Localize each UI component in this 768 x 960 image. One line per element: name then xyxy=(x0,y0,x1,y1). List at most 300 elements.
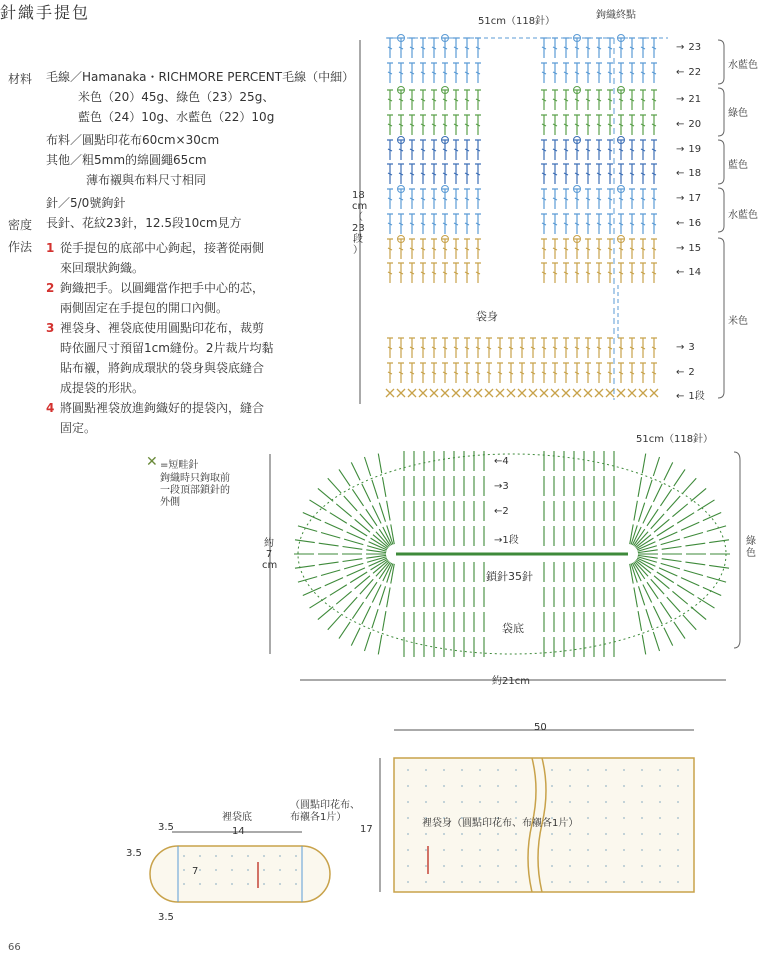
double-crochet-mark xyxy=(420,90,426,110)
fabric-dot xyxy=(641,769,643,771)
method-label: 作法 xyxy=(8,240,33,254)
fabric-dot xyxy=(425,785,427,787)
double-crochet-mark xyxy=(640,214,646,234)
bottom-height-label: 約 7 cm xyxy=(262,538,278,571)
double-crochet-mark xyxy=(585,363,591,383)
fabric-dot xyxy=(425,849,427,851)
bottom-row-1: →1段 xyxy=(494,535,519,546)
fabric-dot xyxy=(515,833,517,835)
double-crochet-mark xyxy=(464,90,470,110)
bottom-stitch-mark xyxy=(387,501,390,521)
fabric-dot xyxy=(677,769,679,771)
fabric-dot xyxy=(183,869,185,871)
double-crochet-mark xyxy=(409,214,415,234)
materials-label: 材料 xyxy=(8,72,33,86)
fabric-dot xyxy=(551,849,553,851)
lining-bottom-radius-side: 3.5 xyxy=(126,848,142,859)
double-crochet-mark xyxy=(431,239,437,259)
fabric-dot xyxy=(677,881,679,883)
bottom-stitch-mark xyxy=(634,501,637,521)
double-crochet-mark xyxy=(563,338,569,358)
fabric-dot xyxy=(443,785,445,787)
fabric-dot xyxy=(677,817,679,819)
fabric-dot xyxy=(569,785,571,787)
bottom-stitch-mark xyxy=(664,628,673,646)
double-crochet-mark xyxy=(618,363,624,383)
color-label: 水藍色 xyxy=(728,60,758,71)
materials-fabric: 布料／圓點印花布60cm×30cm xyxy=(46,133,220,147)
bottom-stitch-mark xyxy=(653,484,662,502)
fabric-dot xyxy=(605,801,607,803)
double-crochet-mark xyxy=(541,363,547,383)
double-crochet-mark xyxy=(398,338,404,358)
bottom-stitch-mark xyxy=(360,579,373,594)
short-stitch-mark xyxy=(441,389,449,397)
double-crochet-mark xyxy=(618,338,624,358)
bottom-stitch-mark xyxy=(339,622,350,639)
double-crochet-mark xyxy=(475,38,481,58)
double-crochet-mark xyxy=(387,214,393,234)
double-crochet-mark xyxy=(640,338,646,358)
double-crochet-mark xyxy=(453,363,459,383)
bottom-stitch-mark xyxy=(309,597,326,608)
bottom-stitch-mark xyxy=(379,586,385,605)
page-number: 66 xyxy=(8,942,21,953)
double-crochet-mark xyxy=(541,338,547,358)
bottom-stitch-mark xyxy=(303,587,321,595)
fabric-dot xyxy=(479,881,481,883)
double-crochet-mark xyxy=(409,115,415,135)
fabric-dot xyxy=(659,785,661,787)
fabric-dot xyxy=(605,881,607,883)
fabric-dot xyxy=(479,833,481,835)
fabric-dot xyxy=(587,833,589,835)
legend-line-2: 鉤織時只鉤取前 xyxy=(160,473,230,484)
double-crochet-mark xyxy=(651,338,657,358)
double-crochet-mark xyxy=(585,140,591,160)
double-crochet-mark xyxy=(640,140,646,160)
double-crochet-mark xyxy=(640,363,646,383)
double-crochet-mark xyxy=(420,214,426,234)
double-crochet-mark xyxy=(552,363,558,383)
bottom-stitch-mark xyxy=(646,609,652,628)
double-crochet-mark xyxy=(387,239,393,259)
fabric-dot xyxy=(641,833,643,835)
bottom-stitch-mark xyxy=(303,513,321,521)
fabric-dot xyxy=(551,865,553,867)
fabric-dot xyxy=(407,817,409,819)
short-stitch-mark xyxy=(606,389,614,397)
bottom-stitch-mark xyxy=(677,513,694,524)
double-crochet-mark xyxy=(552,63,558,83)
double-crochet-mark xyxy=(640,189,646,209)
double-crochet-mark xyxy=(563,38,569,58)
double-crochet-mark xyxy=(596,63,602,83)
double-crochet-mark xyxy=(640,263,646,283)
bottom-stitch-mark xyxy=(309,500,326,511)
bottom-stitch-mark xyxy=(344,496,357,511)
double-crochet-mark xyxy=(431,189,437,209)
double-crochet-mark xyxy=(651,189,657,209)
double-crochet-mark xyxy=(409,90,415,110)
bottom-stitch-mark xyxy=(707,526,726,532)
double-crochet-mark xyxy=(420,338,426,358)
fabric-dot xyxy=(425,833,427,835)
double-crochet-mark xyxy=(387,140,393,160)
bottom-stitch-mark xyxy=(651,514,664,529)
double-crochet-mark xyxy=(618,164,624,184)
double-crochet-mark xyxy=(420,363,426,383)
double-crochet-mark xyxy=(442,363,448,383)
fabric-dot xyxy=(231,855,233,857)
bottom-stitch-mark xyxy=(642,635,645,655)
double-crochet-mark xyxy=(607,140,613,160)
bottom-stitch-mark xyxy=(651,579,664,594)
double-crochet-mark xyxy=(607,90,613,110)
row-direction: ← xyxy=(676,267,685,278)
double-crochet-mark xyxy=(563,140,569,160)
bottom-stitch-mark xyxy=(330,585,347,596)
step-text: 鉤織把手。以圓繩當作把手中心的芯， xyxy=(60,281,265,295)
color-bracket xyxy=(718,40,724,84)
lining-bottom-shape xyxy=(150,846,330,902)
fabric-dot xyxy=(407,785,409,787)
bottom-stitch-mark xyxy=(639,586,645,605)
bottom-stitch-mark xyxy=(343,546,363,549)
short-stitch-mark xyxy=(650,389,658,397)
double-crochet-mark xyxy=(431,90,437,110)
bottom-row-2: ←2 xyxy=(494,506,509,517)
color-bracket xyxy=(718,88,724,136)
row-direction: ← xyxy=(676,67,685,78)
double-crochet-mark xyxy=(464,363,470,383)
step-text: 成提袋的形狀。 xyxy=(60,381,145,395)
fabric-dot xyxy=(551,785,553,787)
double-crochet-mark xyxy=(541,239,547,259)
short-stitch-mark xyxy=(452,389,460,397)
fabric-dot xyxy=(641,785,643,787)
fabric-dot xyxy=(479,849,481,851)
double-crochet-mark xyxy=(563,115,569,135)
bottom-stitch-mark xyxy=(344,597,357,612)
double-crochet-mark xyxy=(398,164,404,184)
row-number: 18 xyxy=(688,168,702,179)
fabric-dot xyxy=(587,881,589,883)
fabric-dot xyxy=(443,769,445,771)
body-row-label xyxy=(676,168,701,179)
double-crochet-mark xyxy=(651,63,657,83)
double-crochet-mark xyxy=(519,338,525,358)
fabric-dot xyxy=(515,801,517,803)
double-crochet-mark xyxy=(607,189,613,209)
double-crochet-mark xyxy=(651,239,657,259)
short-stitch-mark xyxy=(551,389,559,397)
double-crochet-mark xyxy=(607,239,613,259)
double-crochet-mark xyxy=(409,140,415,160)
body-row-label xyxy=(676,387,705,402)
bottom-stitch-mark xyxy=(677,585,694,596)
bottom-stitch-mark xyxy=(364,632,370,651)
height-label-part: 23 xyxy=(352,223,365,234)
row-number: 21 xyxy=(688,94,702,105)
double-crochet-mark xyxy=(629,90,635,110)
fabric-dot xyxy=(497,881,499,883)
row-number: 15 xyxy=(688,243,702,254)
double-crochet-mark xyxy=(497,338,503,358)
double-crochet-mark xyxy=(442,214,448,234)
fabric-dot xyxy=(623,833,625,835)
bottom-color-label: 綠色 xyxy=(746,536,756,559)
bottom-stitch-mark xyxy=(295,565,315,568)
bottom-stitch-mark xyxy=(372,480,378,499)
fabric-dot xyxy=(215,883,217,885)
lining-bottom-note-1: （圓點印花布、 xyxy=(290,800,360,811)
double-crochet-mark xyxy=(387,338,393,358)
double-crochet-mark xyxy=(552,90,558,110)
fabric-dot xyxy=(183,855,185,857)
bottom-stitch-mark xyxy=(691,607,706,620)
double-crochet-mark xyxy=(585,214,591,234)
step-number: 1 xyxy=(46,241,55,255)
fabric-dot xyxy=(295,869,297,871)
fabric-dot xyxy=(677,801,679,803)
bottom-stitch-mark xyxy=(336,591,351,604)
body-row-label xyxy=(676,218,701,229)
materials-yarn-colors: 米色（20）45g、綠色（23）25g、 xyxy=(78,90,275,104)
double-crochet-mark xyxy=(552,140,558,160)
fabric-dot xyxy=(199,855,201,857)
double-crochet-mark xyxy=(475,189,481,209)
fabric-dot xyxy=(677,785,679,787)
double-crochet-mark xyxy=(453,338,459,358)
double-crochet-mark xyxy=(596,263,602,283)
double-crochet-mark xyxy=(629,189,635,209)
height-label-part: ） xyxy=(353,245,363,256)
double-crochet-mark xyxy=(607,363,613,383)
fabric-dot xyxy=(587,849,589,851)
bottom-stitch-mark xyxy=(683,478,696,493)
row-direction: → xyxy=(676,193,685,204)
double-crochet-mark xyxy=(420,115,426,135)
short-stitch-mark xyxy=(430,389,438,397)
double-crochet-mark xyxy=(453,90,459,110)
double-crochet-mark xyxy=(596,214,602,234)
fabric-dot xyxy=(569,849,571,851)
double-crochet-mark xyxy=(541,63,547,83)
materials-yarn-colors-2: 藍色（24）10g、水藍色（22）10g xyxy=(78,110,275,124)
lining-body-name: 裡袋身（圓點印花布、布襯各1片） xyxy=(422,818,579,829)
double-crochet-mark xyxy=(541,140,547,160)
lining-bottom-radius-top: 3.5 xyxy=(158,822,174,833)
bottom-stitch-mark xyxy=(330,513,347,524)
row-number: 14 xyxy=(688,267,702,278)
double-crochet-mark xyxy=(475,263,481,283)
bottom-stitch-mark xyxy=(681,578,699,586)
lining-bottom-name: 裡袋底 xyxy=(222,812,252,823)
materials-yarn: 毛線／Hamanaka・RICHMORE PERCENT毛線（中細） xyxy=(46,70,355,84)
fabric-dot xyxy=(659,833,661,835)
row-direction: → xyxy=(676,342,685,353)
short-stitch-mark xyxy=(573,389,581,397)
bottom-stitch-mark xyxy=(378,454,381,474)
short-stitch-mark xyxy=(463,389,471,397)
double-crochet-mark xyxy=(640,164,646,184)
fabric-dot xyxy=(677,833,679,835)
fabric-dot xyxy=(515,769,517,771)
fabric-dot xyxy=(551,801,553,803)
fabric-dot xyxy=(295,883,297,885)
body-row-label xyxy=(676,267,701,278)
double-crochet-mark xyxy=(453,115,459,135)
row-direction: ← xyxy=(676,367,685,378)
fabric-dot xyxy=(279,869,281,871)
bottom-stitch-mark xyxy=(698,500,715,511)
fabric-dot xyxy=(215,855,217,857)
fabric-dot xyxy=(479,801,481,803)
fabric-dot xyxy=(407,833,409,835)
double-crochet-mark xyxy=(387,363,393,383)
double-crochet-mark xyxy=(409,38,415,58)
double-crochet-mark xyxy=(475,239,481,259)
double-crochet-mark xyxy=(409,239,415,259)
double-crochet-mark xyxy=(618,115,624,135)
fabric-dot xyxy=(605,865,607,867)
materials-other: 其他／粗5mm的綿圓繩65cm xyxy=(46,153,207,167)
bag-bottom-label: 袋底 xyxy=(502,622,524,635)
double-crochet-mark xyxy=(420,140,426,160)
double-crochet-mark xyxy=(574,115,580,135)
fabric-dot xyxy=(641,801,643,803)
bottom-stitch-mark xyxy=(653,457,659,476)
fabric-dot xyxy=(569,769,571,771)
body-row-label xyxy=(676,144,701,155)
step-text: 將圓點裡袋放進鉤織好的提袋內，縫合 xyxy=(60,401,265,415)
double-crochet-mark xyxy=(387,164,393,184)
double-crochet-mark xyxy=(607,115,613,135)
double-crochet-mark xyxy=(596,338,602,358)
double-crochet-mark xyxy=(442,115,448,135)
fabric-dot xyxy=(443,833,445,835)
fabric-dot xyxy=(461,833,463,835)
fabric-dot xyxy=(461,849,463,851)
double-crochet-mark xyxy=(651,164,657,184)
double-crochet-mark xyxy=(585,263,591,283)
double-crochet-mark xyxy=(585,189,591,209)
fabric-dot xyxy=(263,869,265,871)
materials-other-2: 薄布襯與布料尺寸相同 xyxy=(86,173,207,187)
short-stitch-mark xyxy=(540,389,548,397)
double-crochet-mark xyxy=(431,140,437,160)
row-number: 23 xyxy=(688,42,702,53)
fabric-dot xyxy=(551,881,553,883)
fabric-dot xyxy=(497,769,499,771)
legend-line-4: 外側 xyxy=(160,497,180,508)
fabric-dot xyxy=(551,769,553,771)
fabric-dot xyxy=(407,865,409,867)
bottom-stitch-mark xyxy=(662,546,682,549)
bottom-stitch-mark xyxy=(362,484,371,502)
double-crochet-mark xyxy=(420,189,426,209)
double-crochet-mark xyxy=(629,338,635,358)
bottom-stitch-mark xyxy=(661,563,680,569)
short-stitch-mark xyxy=(529,389,537,397)
short-stitch-mark xyxy=(639,389,647,397)
bottom-stitch-mark xyxy=(667,496,680,511)
fabric-dot xyxy=(279,855,281,857)
double-crochet-mark xyxy=(541,164,547,184)
step-number: 2 xyxy=(46,281,55,295)
short-stitch-mark xyxy=(628,389,636,397)
fabric-dot xyxy=(425,865,427,867)
bottom-stitch-mark xyxy=(344,539,363,545)
fabric-dot xyxy=(623,769,625,771)
fabric-dot xyxy=(569,865,571,867)
color-bracket xyxy=(718,188,724,232)
fabric-dot xyxy=(515,785,517,787)
fabric-dot xyxy=(605,785,607,787)
double-crochet-mark xyxy=(541,115,547,135)
height-label-part: 段 xyxy=(353,234,363,245)
double-crochet-mark xyxy=(563,164,569,184)
fabric-dot xyxy=(425,801,427,803)
fabric-dot xyxy=(605,769,607,771)
row-number: 3 xyxy=(688,342,695,353)
double-crochet-mark xyxy=(585,338,591,358)
double-crochet-mark xyxy=(552,164,558,184)
bottom-row-4: ←4 xyxy=(494,456,509,467)
bottom-stitch-mark xyxy=(321,570,340,576)
row-number: 20 xyxy=(688,119,702,130)
double-crochet-mark xyxy=(464,214,470,234)
fabric-dot xyxy=(443,849,445,851)
double-crochet-mark xyxy=(453,140,459,160)
double-crochet-mark xyxy=(629,115,635,135)
fabric-dot xyxy=(443,865,445,867)
row-direction: ← xyxy=(676,119,685,130)
double-crochet-mark xyxy=(596,90,602,110)
color-label: 綠色 xyxy=(728,108,748,119)
double-crochet-mark xyxy=(574,164,580,184)
double-crochet-mark xyxy=(497,363,503,383)
fabric-dot xyxy=(199,883,201,885)
row-direction: ← xyxy=(676,391,685,402)
bottom-stitch-mark xyxy=(364,457,370,476)
double-crochet-mark xyxy=(409,189,415,209)
fabric-dot xyxy=(587,769,589,771)
double-crochet-mark xyxy=(464,338,470,358)
double-crochet-mark xyxy=(640,38,646,58)
double-crochet-mark xyxy=(629,363,635,383)
double-crochet-mark xyxy=(387,189,393,209)
double-crochet-mark xyxy=(387,90,393,110)
double-crochet-mark xyxy=(398,363,404,383)
color-label: 藍色 xyxy=(728,160,748,171)
fabric-dot xyxy=(247,869,249,871)
step-text: 從手提包的底部中心鉤起，接著從兩側 xyxy=(60,241,265,255)
double-crochet-mark xyxy=(629,164,635,184)
double-crochet-mark xyxy=(607,63,613,83)
double-crochet-mark xyxy=(552,263,558,283)
bottom-stitch-mark xyxy=(362,606,371,624)
fabric-dot xyxy=(461,785,463,787)
bottom-stitch-mark xyxy=(709,565,729,568)
double-crochet-mark xyxy=(574,214,580,234)
double-crochet-mark xyxy=(409,164,415,184)
bottom-stitch-mark xyxy=(698,597,715,608)
double-crochet-mark xyxy=(420,38,426,58)
fabric-dot xyxy=(569,881,571,883)
double-crochet-mark xyxy=(464,263,470,283)
